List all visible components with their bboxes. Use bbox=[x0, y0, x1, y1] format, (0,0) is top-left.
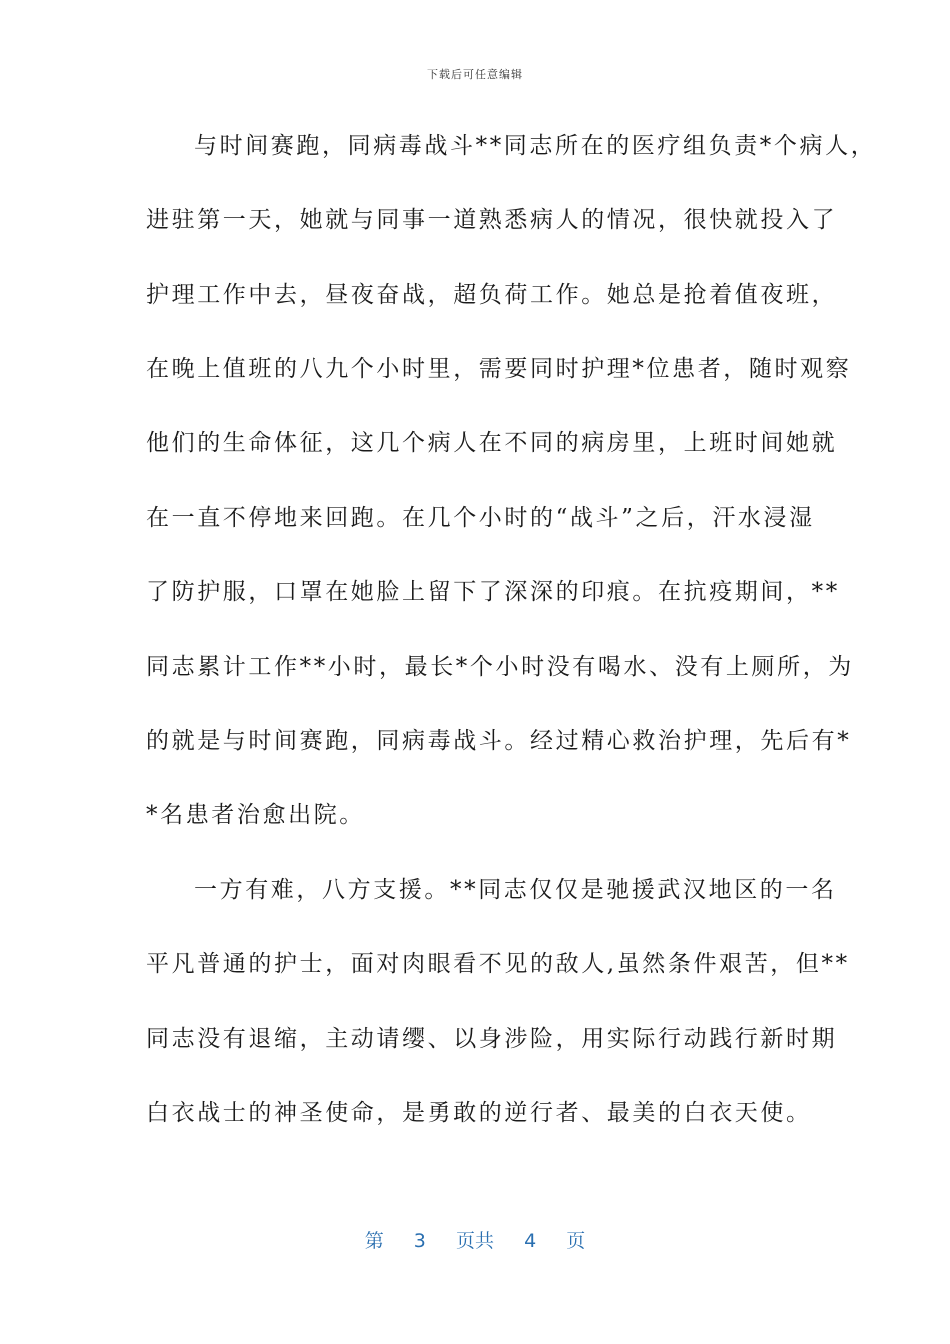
paragraph-2-line-3: 同志没有退缩，主动请缨、以身涉险，用实际行动践行新时期 bbox=[146, 1026, 838, 1052]
paragraph-1-line-9: 的就是与时间赛跑，同病毒战斗。经过精心救治护理，先后有* bbox=[146, 728, 852, 754]
paragraph-1-line-1: 与时间赛跑，同病毒战斗**同志所在的医疗组负责*个病人， bbox=[194, 133, 877, 159]
paragraph-1-line-6: 在一直不停地来回跑。在几个小时的“战斗”之后，汗水浸湿 bbox=[146, 505, 815, 531]
footer-page-number: 3 bbox=[413, 1230, 426, 1252]
page-header: 下载后可任意编辑 bbox=[427, 68, 523, 81]
paragraph-1-line-8: 同志累计工作**小时，最长*个小时没有喝水、没有上厕所，为 bbox=[146, 654, 854, 680]
paragraph-2-line-1: 一方有难，八方支援。**同志仅仅是驰援武汉地区的一名 bbox=[194, 877, 837, 903]
paragraph-1-line-3: 护理工作中去，昼夜奋战，超负荷工作。她总是抢着值夜班， bbox=[146, 282, 838, 308]
paragraph-1-line-4: 在晚上值班的八九个小时里，需要同时护理*位患者，随时观察 bbox=[146, 356, 852, 382]
footer-prefix: 第 bbox=[364, 1230, 384, 1252]
paragraph-1-line-5: 他们的生命体征，这几个病人在不同的病房里，上班时间她就 bbox=[146, 430, 838, 456]
page-footer bbox=[0, 1226, 950, 1253]
footer-total-pages: 4 bbox=[524, 1230, 537, 1252]
paragraph-1-line-2: 进驻第一天，她就与同事一道熟悉病人的情况，很快就投入了 bbox=[146, 207, 838, 233]
paragraph-2-line-2: 平凡普通的护士，面对肉眼看不见的敌人,虽然条件艰苦，但** bbox=[146, 951, 850, 977]
footer-suffix: 页 bbox=[566, 1230, 586, 1252]
paragraph-1-line-7: 了防护服，口罩在她脸上留下了深深的印痕。在抗疫期间，** bbox=[146, 579, 840, 605]
paragraph-1-line-10: *名患者治愈出院。 bbox=[146, 802, 365, 828]
footer-middle: 页共 bbox=[455, 1230, 494, 1252]
paragraph-2-line-4: 白衣战士的神圣使命，是勇敢的逆行者、最美的白衣天使。 bbox=[146, 1100, 812, 1126]
